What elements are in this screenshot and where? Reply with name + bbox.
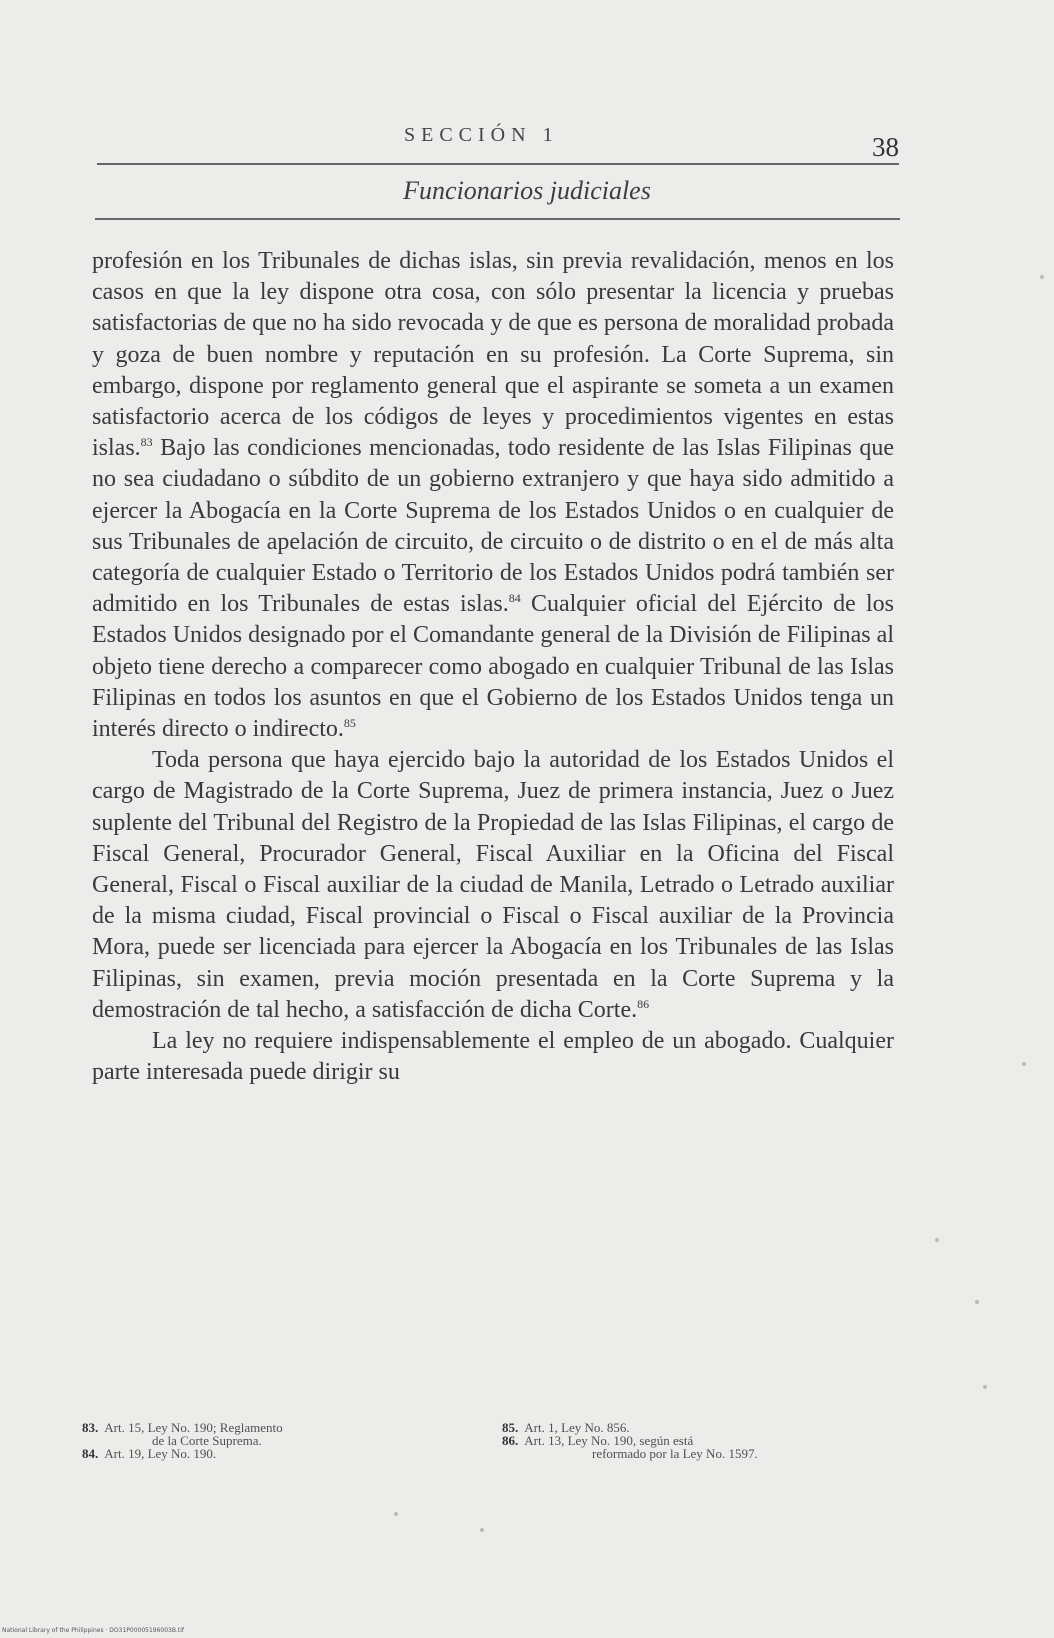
footnote-text: Art. 15, Ley No. 190; Reglamento	[104, 1420, 283, 1435]
scan-speck	[394, 1512, 398, 1516]
footnotes-right-column	[502, 1421, 902, 1460]
section-subtitle: Funcionarios judiciales	[403, 176, 651, 205]
footnote-86-continued: reformado por la Ley No. 1597.	[592, 1446, 758, 1461]
footnote-number: 86.	[502, 1433, 519, 1448]
header-rule-top	[97, 163, 899, 165]
paragraph-1-part-c: Cualquier oficial del Ejército de los Estados Unidos designado por el Comandante general de la División de Filipinas al objeto tiene derecho a comparecer como abogado en cualquier Tribunal de las Islas Filipinas en todos los asuntos en que el Gobierno de los Estados Unidos tenga un interés directo o indirecto.	[92, 591, 895, 743]
footnote-84	[82, 1447, 482, 1460]
footnote-number: 84.	[82, 1446, 99, 1461]
footnote-ref-86: 86	[637, 996, 650, 1011]
paragraph-2	[92, 745, 894, 1026]
footnote-ref-83: 83	[140, 435, 153, 450]
paragraph-1-part-a: profesión en los Tribunales de dichas islas, sin previa revalidación, menos en los casos en que la ley dispone otra cosa, con sólo presentar la licencia y pruebas satisfactorias de que no ha sido revocada y de que es persona de moralidad probada y goza de buen nombre y reputación en su profesión. La Corte Suprema, sin embargo, dispone por reglamento general que el aspirante se someta a un examen satisfactorio acerca de los códigos de leyes y procedimientos vigentes en estas islas.	[92, 248, 894, 462]
footnote-83-continued: de la Corte Suprema.	[152, 1433, 262, 1448]
section-heading: SECCIÓN 1	[404, 124, 559, 146]
footnote-text: Art. 19, Ley No. 190.	[104, 1446, 217, 1461]
footnote-ref-85: 85	[343, 716, 356, 731]
paragraph-3: La ley no requiere indispensablemente el empleo de un abogado. Cualquier parte interesada puede dirigir su	[92, 1028, 894, 1086]
body-text	[92, 246, 894, 1088]
footnote-number: 83.	[82, 1420, 99, 1435]
scan-credit: National Library of the Philippines · DO31P00005196003B.tif	[2, 1627, 185, 1634]
footnote-number: 85.	[502, 1420, 519, 1435]
footnote-text: Art. 13, Ley No. 190, según está	[524, 1433, 694, 1448]
footnotes-left-column	[82, 1421, 482, 1460]
footnote-83	[82, 1421, 482, 1434]
scan-speck	[935, 1238, 939, 1242]
scan-speck	[480, 1528, 484, 1532]
paragraph-1-part-b: Bajo las condiciones mencionadas, todo residente de las Islas Filipinas que no sea ciudadano o súbdito de un gobierno extranjero y que haya sido admitido a ejercer la Abogacía en la Corte Suprema de los Estados Unidos o en cualquier de sus Tribunales de apelación de circuito, de circuito o de distrito o en el de más alta categoría de cualquier Estado o Territorio de los Estados Unidos podrá también ser admitido en los Tribunales de estas islas.	[92, 435, 894, 618]
scan-speck	[983, 1385, 987, 1389]
header-rule-bottom	[95, 218, 900, 220]
paragraph-1	[92, 246, 894, 745]
scan-speck	[975, 1300, 979, 1304]
scan-speck	[1040, 275, 1044, 279]
footnote-text: Art. 1, Ley No. 856.	[524, 1420, 630, 1435]
scan-speck	[1022, 1062, 1026, 1066]
page-number: 38	[872, 132, 899, 162]
footnote-ref-84: 84	[508, 591, 521, 606]
paragraph-2-text: Toda persona que haya ejercido bajo la autoridad de los Estados Unidos el cargo de Magistrado de la Corte Suprema, Juez de primera instancia, Juez o Juez suplente del Tribunal del Registro de la Propiedad de las Islas Filipinas, el cargo de Fiscal General, Procurador General, Fiscal Auxiliar en la Oficina del Fiscal General, Fiscal o Fiscal auxiliar de la ciudad de Manila, Letrado o Letrado auxiliar de la misma ciudad, Fiscal provincial o Fiscal o Fiscal auxiliar de la Provincia Mora, puede ser licenciada para ejercer la Abogacía en los Tribunales de las Islas Filipinas, sin examen, previa moción presentada en la Corte Suprema y la demostración de tal hecho, a satisfacción de dicha Corte.	[92, 747, 894, 1023]
